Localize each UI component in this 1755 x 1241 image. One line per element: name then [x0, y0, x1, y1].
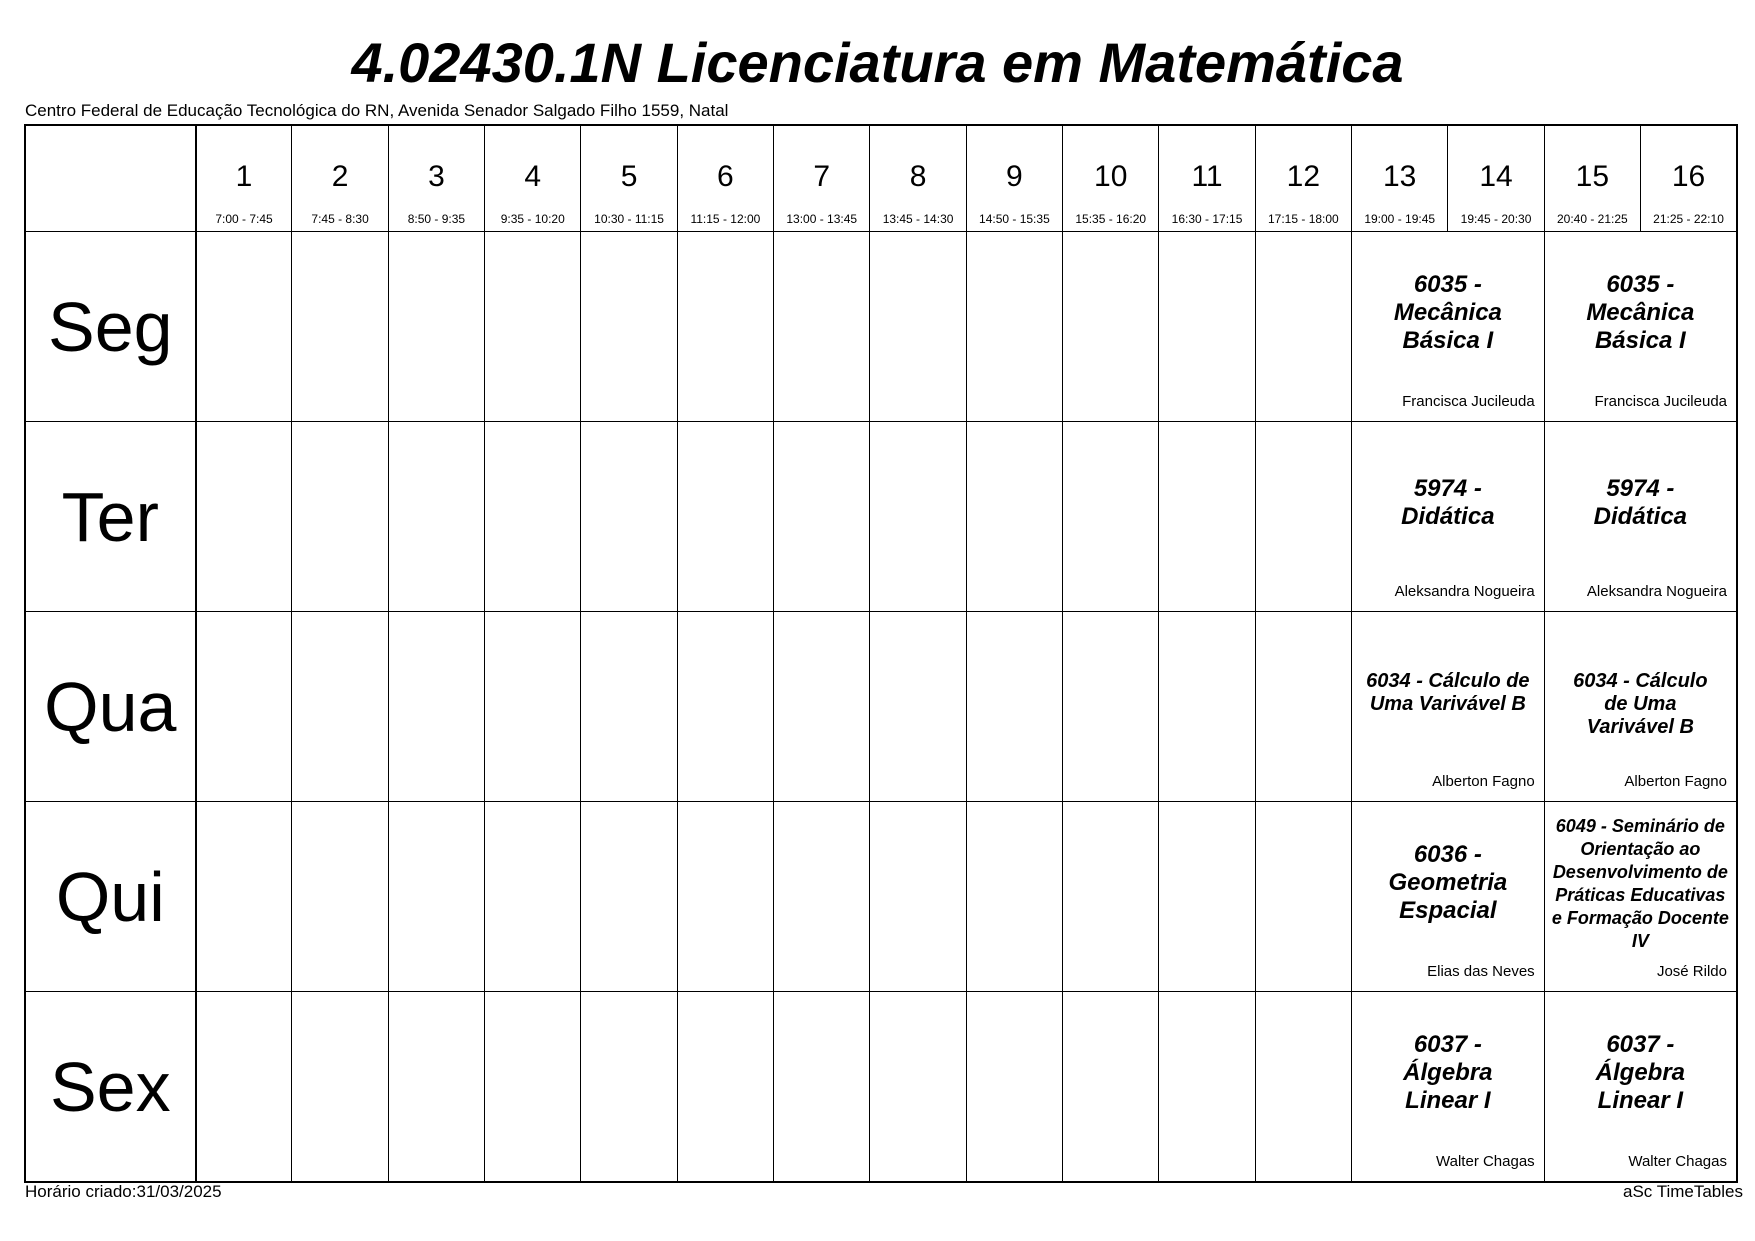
period-number: 3 [428, 160, 445, 193]
lesson-card [1352, 992, 1545, 1183]
period-header [1255, 125, 1351, 232]
empty-slot [292, 232, 388, 422]
lesson-teacher: Elias das Neves [1427, 963, 1535, 980]
period-header [485, 125, 581, 232]
lesson-teacher: Aleksandra Nogueira [1394, 583, 1535, 600]
empty-slot [292, 422, 388, 612]
empty-slot [1063, 992, 1159, 1183]
lesson-teacher: Francisca Jucileuda [1402, 393, 1535, 410]
period-time: 20:40 - 21:25 [1556, 212, 1628, 226]
period-time: 13:45 - 14:30 [882, 212, 954, 226]
empty-slot [774, 422, 870, 612]
period-header [1544, 125, 1640, 232]
day-row-qua [25, 612, 1737, 802]
empty-slot [388, 612, 484, 802]
lesson-teacher: Aleksandra Nogueira [1586, 583, 1727, 600]
empty-slot [1159, 422, 1255, 612]
period-number: 4 [524, 160, 542, 193]
period-time: 11:15 - 12:00 [690, 212, 761, 226]
empty-slot [1063, 422, 1159, 612]
generator-credit: aSc TimeTables [1623, 1182, 1743, 1201]
empty-slot [388, 232, 484, 422]
period-time: 19:45 - 20:30 [1460, 212, 1532, 226]
empty-slot [774, 992, 870, 1183]
empty-slot [966, 422, 1062, 612]
empty-slot [1159, 802, 1255, 992]
period-header [677, 125, 773, 232]
lesson-subject: 6049 - Seminário de Orientação ao Desenvolvimento de Práticas Educativas e Formação Docente IV [1551, 816, 1729, 951]
period-time: 19:00 - 19:45 [1364, 212, 1436, 226]
period-time: 8:50 - 9:35 [407, 212, 466, 226]
lesson-teacher: José Rildo [1656, 963, 1727, 980]
empty-slot [1255, 992, 1351, 1183]
empty-slot [677, 802, 773, 992]
empty-slot [677, 422, 773, 612]
period-number: 12 [1286, 160, 1321, 193]
day-label: Qui [25, 802, 196, 992]
period-header [1159, 125, 1255, 232]
empty-slot [966, 612, 1062, 802]
page-title: 4.02430.1N Licenciatura em Matemática [351, 31, 1404, 94]
lesson-card [1352, 802, 1545, 992]
period-number: 14 [1479, 160, 1513, 193]
period-header [388, 125, 484, 232]
period-header-row [25, 125, 1737, 232]
lesson-subject: 5974 - Didática [1401, 474, 1495, 530]
empty-slot [1159, 232, 1255, 422]
empty-slot [196, 612, 292, 802]
period-header [1448, 125, 1544, 232]
empty-slot [292, 612, 388, 802]
timetable-grid [24, 124, 1738, 1183]
empty-slot [485, 992, 581, 1183]
lesson-subject: 6035 - Mecânica Básica I [1586, 270, 1695, 354]
creation-date: Horário criado:31/03/2025 [25, 1182, 222, 1201]
empty-slot [1159, 612, 1255, 802]
lesson-teacher: Francisca Jucileuda [1594, 393, 1727, 410]
institution-address: Centro Federal de Educação Tecnológica do RN, Avenida Senador Salgado Filho 1559, Natal [25, 101, 729, 120]
empty-slot [1255, 612, 1351, 802]
empty-slot [1255, 232, 1351, 422]
day-label: Sex [25, 992, 196, 1183]
empty-slot [485, 422, 581, 612]
lesson-teacher: Walter Chagas [1628, 1153, 1727, 1170]
day-row-sex [25, 992, 1737, 1183]
period-header [581, 125, 677, 232]
period-number: 8 [909, 160, 927, 193]
day-row-qui [25, 802, 1737, 992]
empty-slot [774, 232, 870, 422]
period-header [1641, 125, 1737, 232]
period-header [870, 125, 966, 232]
empty-slot [870, 232, 966, 422]
empty-slot [774, 802, 870, 992]
empty-slot [292, 802, 388, 992]
lesson-card [1352, 422, 1545, 612]
empty-slot [870, 422, 966, 612]
empty-slot [196, 422, 292, 612]
period-number: 6 [717, 160, 734, 193]
empty-slot [677, 992, 773, 1183]
empty-slot [1159, 992, 1255, 1183]
period-number: 10 [1094, 160, 1128, 193]
period-number: 11 [1191, 160, 1223, 193]
empty-slot [1063, 612, 1159, 802]
period-time: 10:30 - 11:15 [594, 212, 664, 226]
empty-slot [774, 612, 870, 802]
lesson-subject: 6035 - Mecânica Básica I [1393, 270, 1502, 354]
lesson-subject: 6037 - Álgebra Linear I [1403, 1030, 1493, 1114]
day-label: Ter [25, 422, 196, 612]
period-time: 15:35 - 16:20 [1075, 212, 1147, 226]
lesson-card [1544, 992, 1737, 1183]
empty-slot [485, 802, 581, 992]
empty-slot [292, 992, 388, 1183]
empty-slot [966, 992, 1062, 1183]
empty-slot [388, 422, 484, 612]
period-number: 9 [1006, 160, 1023, 193]
empty-slot [966, 232, 1062, 422]
lesson-teacher: Walter Chagas [1436, 1153, 1535, 1170]
lesson-teacher: Alberton Fagno [1624, 773, 1727, 790]
empty-slot [581, 422, 677, 612]
empty-slot [196, 232, 292, 422]
lesson-card [1352, 232, 1545, 422]
lesson-card [1544, 422, 1737, 612]
lesson-teacher: Alberton Fagno [1432, 773, 1535, 790]
empty-slot [388, 802, 484, 992]
day-label: Qua [25, 612, 196, 802]
period-number: 15 [1575, 160, 1610, 193]
lesson-card [1544, 802, 1737, 992]
empty-slot [1063, 232, 1159, 422]
lesson-subject: 6037 - Álgebra Linear I [1595, 1030, 1686, 1114]
period-header [292, 125, 388, 232]
day-row-ter [25, 422, 1737, 612]
empty-slot [870, 612, 966, 802]
period-time: 16:30 - 17:15 [1171, 212, 1243, 226]
empty-slot [677, 232, 773, 422]
period-header [1063, 125, 1159, 232]
period-time: 17:15 - 18:00 [1268, 212, 1339, 226]
period-time: 21:25 - 22:10 [1653, 212, 1724, 226]
empty-slot [388, 992, 484, 1183]
empty-slot [196, 992, 292, 1183]
empty-slot [870, 802, 966, 992]
lesson-subject: 6036 - Geometria Espacial [1388, 840, 1508, 924]
lesson-card [1352, 612, 1545, 802]
period-number: 1 [235, 160, 253, 193]
period-number: 2 [331, 160, 349, 193]
period-time: 7:45 - 8:30 [311, 212, 369, 226]
period-number: 13 [1383, 160, 1417, 193]
period-header [1352, 125, 1448, 232]
lesson-subject: 5974 - Didática [1593, 474, 1688, 530]
period-header [774, 125, 870, 232]
period-time: 13:00 - 13:45 [786, 212, 858, 226]
empty-slot [1255, 802, 1351, 992]
lesson-card [1544, 612, 1737, 802]
period-number: 5 [620, 160, 638, 193]
period-time: 14:50 - 15:35 [979, 212, 1050, 226]
empty-slot [196, 802, 292, 992]
empty-slot [581, 232, 677, 422]
empty-slot [581, 802, 677, 992]
empty-slot [581, 612, 677, 802]
lesson-subject: 6034 - Cálculo de Uma Varivável B [1366, 670, 1530, 715]
period-time: 9:35 - 10:20 [500, 212, 565, 226]
empty-slot [485, 612, 581, 802]
lesson-subject: 6034 - Cálculo de Uma Varivável B [1573, 670, 1708, 738]
day-label: Seg [25, 232, 196, 422]
empty-slot [870, 992, 966, 1183]
empty-slot [966, 802, 1062, 992]
period-number: 7 [813, 160, 831, 193]
empty-slot [581, 992, 677, 1183]
period-header [196, 125, 292, 232]
period-header [966, 125, 1062, 232]
empty-slot [677, 612, 773, 802]
lesson-card [1544, 232, 1737, 422]
empty-slot [485, 232, 581, 422]
day-row-seg [25, 232, 1737, 422]
period-number: 16 [1671, 160, 1706, 193]
period-time: 7:00 - 7:45 [215, 212, 273, 226]
empty-slot [1063, 802, 1159, 992]
empty-slot [1255, 422, 1351, 612]
corner-cell [25, 125, 196, 232]
